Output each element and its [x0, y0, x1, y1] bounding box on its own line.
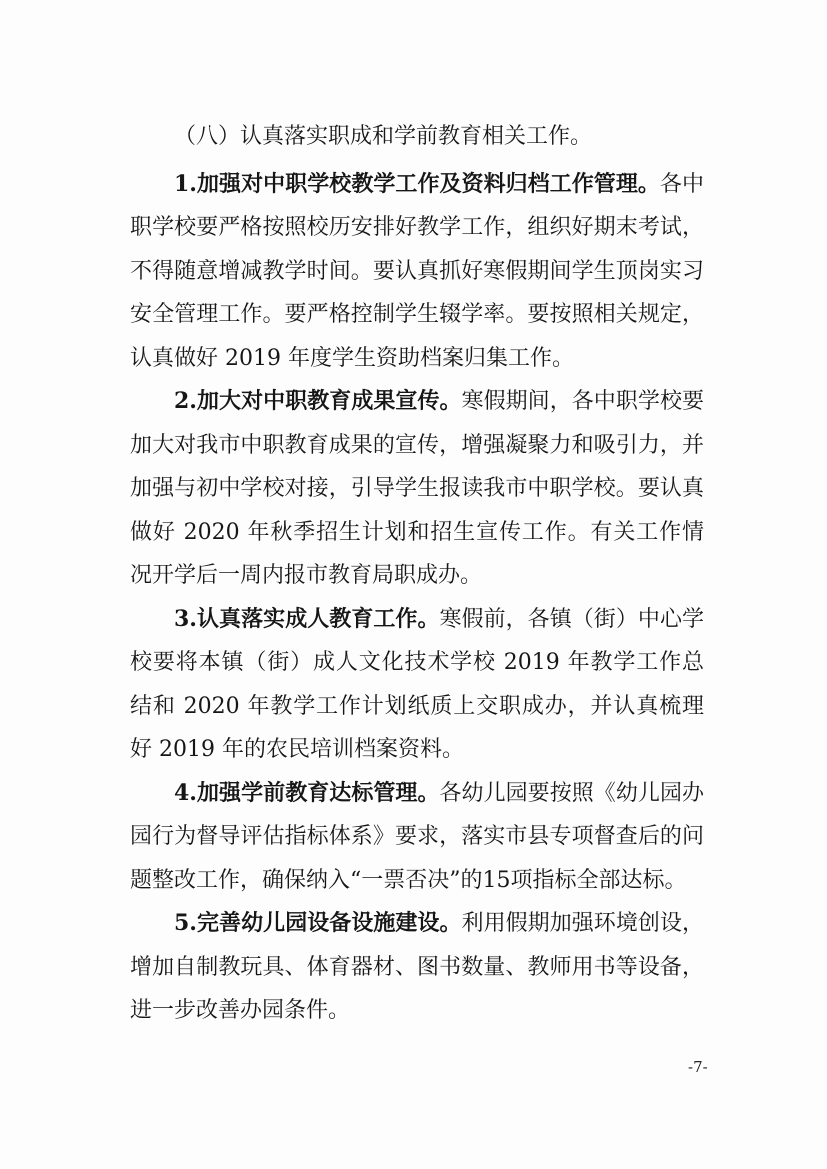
item-body: 寒假前，各镇（街）中心学校要将本镇（街）成人文化技术学校 2019 年教学工作总结和 2020 年教学工作计划纸质上交职成办，并认真梳理好 2019 年的农民培训档案资料。 — [130, 606, 704, 762]
item-title: 5.完善幼儿园设备设施建设。 — [174, 910, 462, 936]
item-paragraph-3 — [130, 598, 704, 772]
item-body: 各中职学校要严格按照校历安排好教学工作，组织好期末考试，不得随意增减教学时间。要认真抓好寒假期间学生顶岗实习安全管理工作。要严格控制学生辍学率。要按照相关规定，认真做好 2019 年度学生资助档案归集工作。 — [130, 171, 704, 371]
item-title: 2.加大对中职教育成果宣传。 — [174, 388, 462, 414]
page-number: -7- — [688, 1058, 708, 1076]
item-paragraph-2 — [130, 380, 704, 598]
item-body: 利用假期加强环境创设，增加自制教玩具、体育器材、图书数量、教师用书等设备，进一步改善办园条件。 — [130, 911, 704, 1023]
item-title: 3.认真落实成人教育工作。 — [174, 605, 440, 632]
item-paragraph-4 — [130, 772, 704, 903]
item-paragraph-5 — [130, 902, 704, 1033]
section-heading: （八）认真落实职成和学前教育相关工作。 — [174, 124, 593, 149]
item-title: 4.加强学前教育达标管理。 — [174, 779, 440, 806]
item-paragraph-1 — [130, 163, 704, 381]
document-body — [130, 115, 704, 1033]
item-body: 寒假期间，各中职学校要加大对我市中职教育成果的宣传，增强凝聚力和吸引力，并加强与初中学校对接，引导学生报读我市中职学校。要认真做好 2020 年秋季招生计划和招生宣传工作。有关工作情况开学后一周内报市教育局职成办。 — [130, 389, 704, 588]
item-title: 1.加强对中职学校教学工作及资料归档工作管理。 — [174, 170, 660, 197]
item-body: 各幼儿园要按照《幼儿园办园行为督导评估指标体系》要求，落实市县专项督查后的问题整改工作，确保纳入“一票否决”的15项指标全部达标。 — [130, 780, 704, 893]
